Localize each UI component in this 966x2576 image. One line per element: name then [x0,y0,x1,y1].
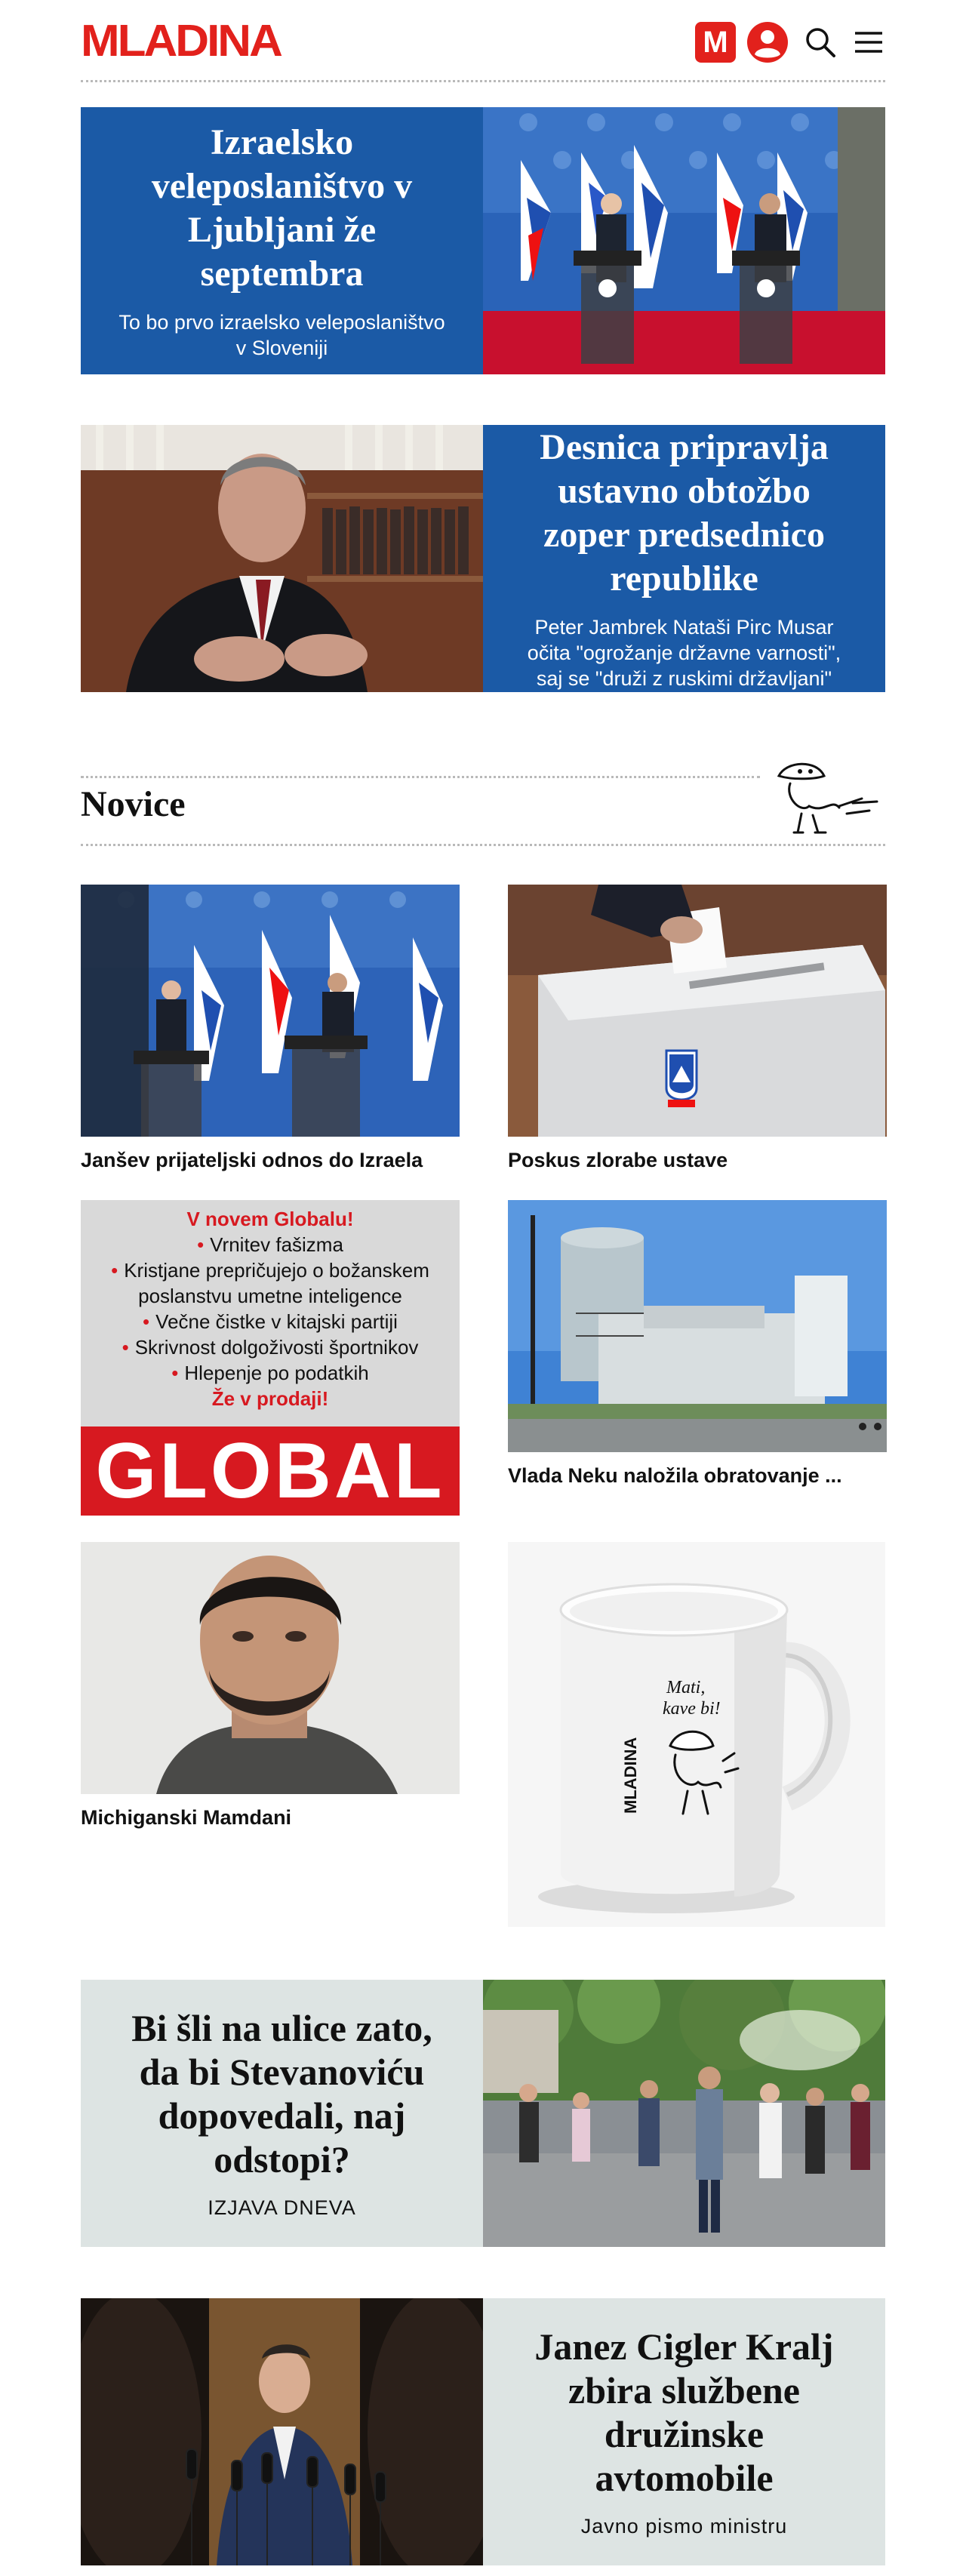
feature-impeachment[interactable] [81,425,885,692]
man-in-library-photo [81,425,483,692]
news-card[interactable] [81,1542,460,1830]
global-magazine-ad[interactable] [81,1200,460,1516]
feature-embassy[interactable] [81,107,885,374]
global-ad-item: • Večne čistke v kitajski partiji [143,1310,398,1333]
global-ad-brand: GLOBAL [81,1426,460,1516]
feature-open-letter-text[interactable] [483,2298,885,2565]
mug-brand: MLADINA [621,1737,640,1814]
news-card-caption[interactable]: Janšev prijateljski odnos do Izraela [81,1149,423,1171]
section-title-novice[interactable]: Novice [81,784,186,824]
feature-quote-image[interactable] [483,1980,885,2247]
m-badge-button[interactable]: M [695,22,736,63]
global-ad-heading: V novem Globalu! [186,1208,354,1230]
feature-open-letter[interactable] [81,2298,885,2565]
feature-embassy-image[interactable] [483,107,885,374]
portrait-photo [81,1542,460,1794]
feature-quote-title[interactable]: Bi šli na ulice zato, da bi Stevanoviću dopovedali, naj odstopi? [131,2007,432,2181]
feature-quote-text[interactable] [81,1980,483,2247]
feature-impeachment-image[interactable] [81,425,483,692]
street-protest-photo [483,1980,885,2247]
global-ad-lines [81,1206,460,1411]
feature-impeachment-title[interactable]: Desnica pripravlja ustavno obtožbo zoper predsednico republike [540,427,829,599]
news-card[interactable] [508,1200,887,1488]
minister-microphones-photo [81,2298,483,2565]
news-card-image[interactable] [508,885,887,1137]
menu-icon[interactable] [852,26,885,59]
feature-impeachment-subtitle: Peter Jambrek Nataši Pirc Musar očita "ogrožanje državne varnosti", saj se "druži z ruskimi državljani" [527,616,841,690]
feature-embassy-title[interactable]: Izraelsko veleposlaništvo v Ljubljani že septembra [151,122,413,294]
news-card-image[interactable] [81,885,460,1137]
novice-divider-bottom [81,844,885,846]
feature-quote-subtitle: IZJAVA DNEVA [208,2196,356,2219]
novice-divider-top [81,776,760,778]
user-account-icon[interactable] [746,21,789,63]
news-card-caption[interactable]: Vlada Neku naložila obratovanje ... [508,1464,842,1487]
news-card-caption[interactable]: Michiganski Mamdani [81,1806,292,1829]
global-ad-item: poslanstvu umetne inteligence [138,1285,402,1307]
news-card-image[interactable] [508,1200,887,1452]
news-card-caption[interactable]: Poskus zlorabe ustave [508,1149,728,1171]
global-ad-item: • Vrnitev fašizma [197,1233,343,1256]
feature-impeachment-text[interactable] [483,425,885,692]
header-icons [695,21,885,63]
netanyahu-jansa-photo [81,885,460,1137]
feature-embassy-text[interactable] [81,107,483,374]
ballot-box-photo [508,885,887,1137]
global-ad-item: • Kristjane prepričujejo o božanskem [111,1259,429,1282]
mug-image [508,1542,885,1927]
news-card-image[interactable] [81,1542,460,1794]
feature-embassy-subtitle: To bo prvo izraelsko veleposlaništvo v Sloveniji [118,311,445,359]
mug-text-2: kave bi! [663,1699,721,1719]
search-icon[interactable] [804,26,837,59]
feature-open-letter-image[interactable] [81,2298,483,2565]
mladina-mug-ad[interactable] [508,1542,885,1927]
feature-open-letter-title[interactable]: Janez Cigler Kralj zbira službene družinske avtomobile [534,2325,834,2499]
mladina-mascot-icon [764,753,884,844]
global-ad-cta: Že v prodaji! [211,1387,329,1410]
site-header [81,0,885,82]
nuclear-plant-photo [508,1200,887,1452]
news-card[interactable] [81,885,460,1172]
site-logo[interactable]: MLADINA [81,16,281,66]
news-card[interactable] [508,885,887,1172]
mug-text-1: Mati, [666,1678,706,1697]
global-ad-item: • Hlepenje po podatkih [171,1362,369,1384]
feature-quote-of-the-day[interactable] [81,1980,885,2247]
feature-open-letter-subtitle: Javno pismo ministru [580,2515,788,2538]
flags-press-conference-photo [483,107,885,374]
header-divider [81,80,885,82]
global-ad-item: • Skrivnost dolgoživosti športnikov [122,1336,419,1359]
